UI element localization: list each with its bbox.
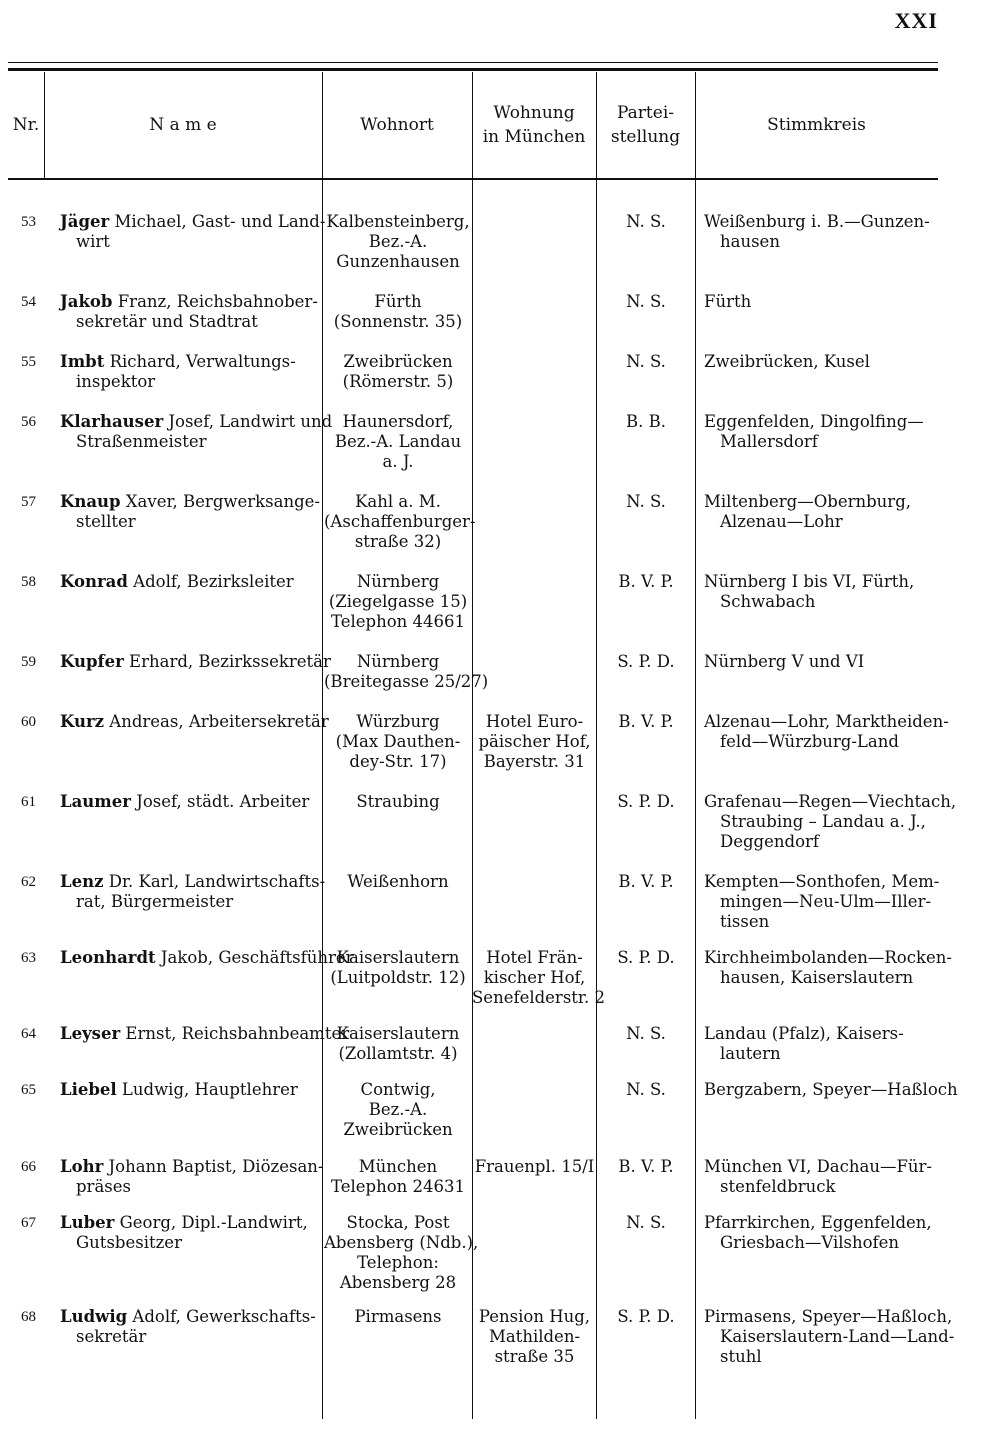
member-surname: Lenz [60,872,104,891]
member-residence [324,572,472,632]
member-name [60,1307,322,1347]
residence-line: Stocka, Post [346,1213,450,1232]
header-wohnung [472,72,596,178]
member-party: N. S. [626,1213,666,1232]
constituency-line: Alzenau—Lohr [720,512,843,531]
residence-line: Contwig, [360,1080,436,1099]
munich-address-line: päischer Hof, [478,732,591,751]
residence-line: Würzburg [356,712,440,731]
member-residence [324,1157,472,1197]
top-rule-thin [8,62,938,63]
member-name-line [60,412,333,432]
member-given-name: Josef, städt. Arbeiter [130,792,310,811]
member-name-line [60,352,322,372]
member-residence [324,292,472,332]
residence-line: Nürnberg [356,572,440,591]
member-residence [324,212,472,272]
constituency-line: Grafenau—Regen—Viechtach, [704,792,957,811]
member-name-continuation: rat, Bürgermeister [76,892,234,911]
member-party: B. B. [626,412,666,431]
member-party: N. S. [626,352,666,371]
residence-line: Fürth [374,292,422,311]
residence-line: (Römerstr. 5) [342,372,454,391]
constituency-line: lautern [720,1044,781,1063]
header-partei-line2: stellung [610,127,681,147]
member-name-line [60,572,322,592]
residence-line: (Ziegelgasse 15) [328,592,468,611]
residence-line: Straubing [356,792,440,811]
member-party: B. V. P. [618,712,674,731]
member-surname: Luber [60,1213,115,1232]
residence-line: straße 32) [354,532,442,551]
member-given-name: Erhard, Bezirkssekretär [123,652,331,671]
member-given-name: Franz, Reichsbahnober- [112,292,318,311]
header-stimmkreis: Stimmkreis [767,115,866,135]
residence-line: (Aschaffenburger- [324,512,476,531]
member-name-continuation: wirt [76,232,110,251]
member-given-name: Adolf, Bezirksleiter [127,572,294,591]
member-residence [324,352,472,392]
row-number: 56 [21,414,36,430]
member-name-line [60,1213,322,1233]
residence-line: Weißenhorn [347,872,449,891]
residence-line: Bez.-A. [368,1100,428,1119]
member-name-continuation: stellter [76,512,136,531]
member-residence [324,792,472,812]
constituency-line: Kaiserslautern-Land—Land- [720,1327,955,1346]
member-constituency [704,792,957,852]
member-name [60,212,326,252]
member-surname: Kurz [60,712,105,731]
constituency-line: Straubing – Landau a. J., [720,812,926,831]
member-party: B. V. P. [618,872,674,891]
column-divider-name [322,72,323,1419]
munich-address-line: Frauenpl. 15/I [474,1157,595,1176]
constituency-line: Zweibrücken, Kusel [704,352,870,371]
residence-line: Zweibrücken [343,352,453,371]
header-wohnort: Wohnort [360,115,434,135]
member-name-line [60,948,354,968]
member-surname: Knaup [60,492,121,511]
residence-line: (Zollamtstr. 4) [338,1044,458,1063]
munich-address-line: Pension Hug, [478,1307,591,1326]
member-constituency [704,1024,938,1064]
residence-line: München [358,1157,438,1176]
row-number: 64 [21,1026,36,1042]
member-residence [324,1307,472,1327]
member-party: N. S. [626,492,666,511]
member-name [60,1213,322,1253]
residence-line: Telephon: [357,1253,439,1272]
member-name [60,1157,322,1197]
residence-line: Pirmasens [354,1307,442,1326]
constituency-line: Alzenau—Lohr, Marktheiden- [704,712,949,731]
member-constituency [704,1213,938,1253]
residence-line: dey-Str. 17) [349,752,447,771]
member-name [60,712,329,732]
member-name-line [60,712,329,732]
member-constituency [704,1307,955,1367]
header-partei-line1: Partei- [616,103,674,123]
row-number: 62 [21,874,36,890]
constituency-line: Nürnberg V und VI [704,652,865,671]
constituency-line: Pirmasens, Speyer—Haßloch, [704,1307,953,1326]
constituency-line: Nürnberg I bis VI, Fürth, [704,572,915,591]
munich-address-line: Senefelderstr. 2 [472,988,605,1007]
column-divider-partei [695,72,696,1419]
member-constituency [704,412,938,452]
member-name [60,572,322,592]
member-given-name: Georg, Dipl.-Landwirt, [114,1213,308,1232]
member-name-continuation: Gutsbesitzer [76,1233,182,1252]
munich-address-line: Hotel Frän- [486,948,583,967]
member-constituency [704,292,938,312]
member-munich-address [472,1157,597,1177]
member-party: S. P. D. [617,652,675,671]
member-name-continuation: Straßenmeister [76,432,207,451]
member-name [60,652,331,672]
row-number: 67 [21,1215,36,1231]
munich-address-line: straße 35 [494,1347,575,1366]
constituency-line: Miltenberg—Obernburg, [704,492,911,511]
residence-line: Nürnberg [356,652,440,671]
member-party: S. P. D. [617,948,675,967]
constituency-line: Landau (Pfalz), Kaisers- [704,1024,904,1043]
row-number: 63 [21,950,36,966]
member-munich-address [472,1307,597,1367]
member-name [60,1080,322,1100]
residence-line: Zweibrücken [343,1120,453,1139]
member-given-name: Johann Baptist, Diözesan- [103,1157,324,1176]
member-party: B. V. P. [618,1157,674,1176]
member-surname: Laumer [60,792,131,811]
member-surname: Jäger [60,212,110,231]
header-name: N a m e [149,115,217,135]
residence-line: Kalbensteinberg, [326,212,470,231]
residence-line: Bez.-A. [368,232,428,251]
row-number: 68 [21,1309,36,1325]
constituency-line: Pfarrkirchen, Eggenfelden, [704,1213,932,1232]
member-name-line [60,872,326,892]
member-surname: Leyser [60,1024,121,1043]
member-name [60,352,322,392]
row-number: 58 [21,574,36,590]
constituency-line: mingen—Neu-Ulm—Iller- [720,892,932,911]
member-party: N. S. [626,1080,666,1099]
top-rule-thick [8,68,938,71]
residence-line: a. J. [382,452,414,471]
member-constituency [704,948,952,988]
row-number: 59 [21,654,36,670]
member-party: N. S. [626,1024,666,1043]
row-number: 61 [21,794,36,810]
member-name [60,492,322,532]
residence-line: (Luitpoldstr. 12) [330,968,466,987]
constituency-line: hausen [720,232,780,251]
member-given-name: Xaver, Bergwerksange- [120,492,320,511]
member-residence [324,1213,479,1293]
member-name-line [60,492,322,512]
member-name-line [60,1157,322,1177]
member-constituency [704,352,938,372]
header-wohnung-line1: Wohnung [493,103,575,123]
member-constituency [704,212,938,252]
member-name-line [60,1307,322,1327]
member-given-name: Dr. Karl, Landwirtschafts- [103,872,326,891]
member-surname: Lohr [60,1157,104,1176]
row-number: 57 [21,494,36,510]
member-name [60,948,354,968]
member-surname: Jakob [60,292,113,311]
member-surname: Kupfer [60,652,124,671]
page-number: XXI [894,8,938,33]
member-party: B. V. P. [618,572,674,591]
member-residence [324,712,472,772]
member-residence [324,1080,472,1140]
member-party: N. S. [626,212,666,231]
member-party: S. P. D. [617,792,675,811]
munich-address-line: Hotel Euro- [485,712,584,731]
member-given-name: Ernst, Reichsbahnbeamter [120,1024,350,1043]
residence-line: Gunzenhausen [336,252,460,271]
residence-line: (Sonnenstr. 35) [333,312,463,331]
member-given-name: Michael, Gast- und Land- [109,212,326,231]
header-partei [596,72,695,178]
munich-address-line: Mathilden- [488,1327,581,1346]
residence-line: Abensberg 28 [339,1273,457,1292]
row-number: 54 [21,294,36,310]
member-name-line [60,792,322,812]
member-name-line [60,1024,350,1044]
row-number: 65 [21,1082,36,1098]
member-residence [324,492,476,552]
row-number: 66 [21,1159,36,1175]
constituency-line: Schwabach [720,592,816,611]
member-name [60,1024,350,1044]
member-munich-address [472,948,605,1008]
residence-line: Abensberg (Ndb.), [324,1233,479,1252]
residence-line: Telephon 24631 [330,1177,465,1196]
member-residence [324,948,472,988]
munich-address-line: kischer Hof, [483,968,586,987]
member-party: S. P. D. [617,1307,675,1326]
member-surname: Imbt [60,352,105,371]
member-surname: Liebel [60,1080,117,1099]
member-surname: Ludwig [60,1307,128,1326]
constituency-line: München VI, Dachau—Für- [704,1157,933,1176]
member-residence [324,1024,472,1064]
member-name-continuation: inspektor [76,372,156,391]
constituency-line: Griesbach—Vilshofen [720,1233,900,1252]
row-number: 53 [21,214,36,230]
residence-line: Kaiserslautern [336,1024,460,1043]
member-name-line [60,212,326,232]
constituency-line: Kirchheimbolanden—Rocken- [704,948,952,967]
residence-line: Kahl a. M. [355,492,441,511]
member-name [60,412,333,452]
constituency-line: Deggendorf [720,832,819,851]
member-constituency [704,1080,958,1100]
residence-line: (Breitegasse 25/27) [324,672,489,691]
row-number: 55 [21,354,36,370]
constituency-line: Bergzabern, Speyer—Haßloch [704,1080,958,1099]
header-wohnung-line2: in München [482,127,586,147]
member-name [60,872,326,912]
constituency-line: Fürth [704,292,752,311]
residence-line: Bez.-A. Landau [334,432,462,451]
constituency-line: feld—Würzburg-Land [720,732,899,751]
constituency-line: stenfeldbruck [720,1177,836,1196]
header-nr: Nr. [12,115,40,135]
member-munich-address [472,712,597,772]
member-name-continuation: sekretär und Stadtrat [76,312,258,331]
constituency-line: stuhl [720,1347,762,1366]
member-name-line [60,1080,322,1100]
constituency-line: Weißenburg i. B.—Gunzen- [704,212,930,231]
member-name-line [60,292,322,312]
member-given-name: Jakob, Geschäftsführer [155,948,354,967]
residence-line: Haunersdorf, [342,412,454,431]
residence-line: Kaiserslautern [336,948,460,967]
member-given-name: Ludwig, Hauptlehrer [116,1080,298,1099]
member-given-name: Richard, Verwaltungs- [104,352,296,371]
member-constituency [704,492,938,532]
member-name [60,292,322,332]
member-surname: Konrad [60,572,128,591]
member-given-name: Andreas, Arbeitersekretär [104,712,329,731]
header-rule [8,178,938,180]
member-name-continuation: präses [76,1177,131,1196]
member-name [60,792,322,812]
residence-line: (Max Dauthen- [335,732,461,751]
member-constituency [704,712,949,752]
member-residence [324,652,489,692]
member-name-continuation: sekretär [76,1327,147,1346]
member-constituency [704,1157,938,1197]
member-name-line [60,652,331,672]
member-surname: Klarhauser [60,412,164,431]
member-surname: Leonhardt [60,948,156,967]
row-number: 60 [21,714,36,730]
munich-address-line: Bayerstr. 31 [483,752,586,771]
member-party: N. S. [626,292,666,311]
member-residence [324,872,472,892]
member-constituency [704,572,938,612]
residence-line: Telephon 44661 [330,612,465,631]
constituency-line: hausen, Kaiserslautern [720,968,914,987]
constituency-line: Eggenfelden, Dingolfing— [704,412,924,431]
member-given-name: Josef, Landwirt und [163,412,333,431]
constituency-line: tissen [720,912,770,931]
member-given-name: Adolf, Gewerkschafts- [127,1307,316,1326]
constituency-line: Mallersdorf [720,432,818,451]
constituency-line: Kempten—Sonthofen, Mem- [704,872,940,891]
member-residence [324,412,472,472]
member-constituency [704,652,938,672]
member-constituency [704,872,938,932]
